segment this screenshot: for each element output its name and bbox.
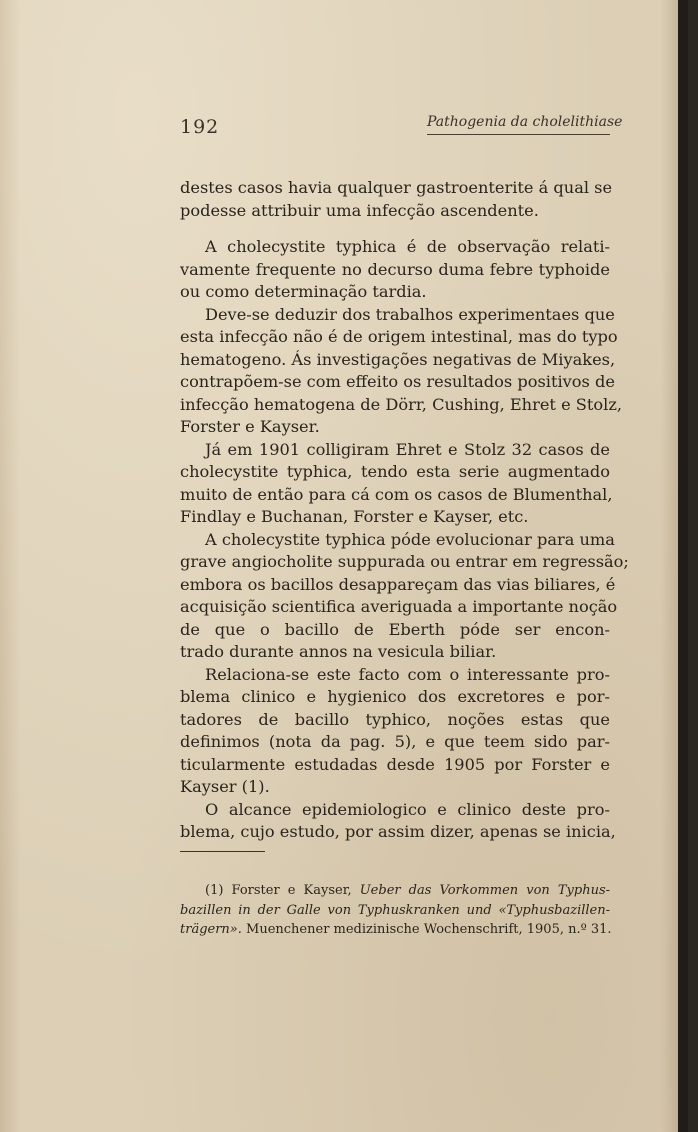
- footnote-marker: (1): [205, 883, 224, 898]
- running-title: Pathogenia da cholelithiase: [427, 114, 623, 130]
- footnote-line: [180, 881, 610, 901]
- footnote-rule: [180, 851, 265, 852]
- text-line: embora os bacillos desappareçam das vias biliares, é: [180, 574, 616, 594]
- text-line: destes casos havia qualquer gastroenterite á qual se: [180, 178, 613, 197]
- text-line: blema, cujo estudo, por assim dizer, apenas se inicia,: [180, 822, 616, 841]
- text-line: A cholecystite typhica póde evolucionar para uma: [205, 529, 615, 549]
- text-line: acquisição scientifica averiguada a importante noção: [180, 597, 618, 616]
- text-line: Deve-se deduzir dos trabalhos experimentaes que: [205, 304, 615, 324]
- paragraph: [180, 529, 629, 664]
- paragraph: [180, 664, 610, 799]
- footnote-title: Ueber das Vorkommen von Typhus-: [359, 883, 611, 898]
- footnote-authors: Forster e Kayser,: [231, 883, 352, 898]
- text-line: Forster e Kayser.: [180, 417, 320, 436]
- body-text: [180, 177, 629, 844]
- page-number: 192: [180, 116, 220, 138]
- footnotes: [180, 881, 610, 940]
- text-line: muito de então para cá com os casos de Blumenthal,: [180, 484, 613, 504]
- footnote-title: bazillen in der Galle von Typhuskranken und «Typhusbazillen-: [180, 902, 610, 918]
- text-line: trado durante annos na vesicula biliar.: [180, 642, 497, 661]
- text-line: esta infecção não é de origem intestinal, mas do typo: [180, 327, 618, 346]
- text-line: contrapõem-se com effeito os resultados positivos de: [180, 372, 615, 391]
- paragraph: [180, 439, 613, 529]
- text-line: hematogeno. Ás investigações negativas de Miyakes,: [180, 349, 616, 369]
- header-rule: [427, 134, 610, 135]
- text-line: infecção hematogena de Dörr, Cushing, Ehret e Stolz,: [180, 394, 622, 414]
- text-line: ticularmente estudadas desde 1905 por Forster e: [180, 754, 610, 774]
- footnote-title: trägern».: [180, 922, 242, 937]
- footnote-journal: Muenchener medizinische Wochenschrift, 1905, n.º 31.: [246, 922, 612, 937]
- text-line: ou como determinação tardia.: [180, 282, 427, 301]
- paragraph: [180, 236, 610, 304]
- text-line: O alcance epidemiologico e clinico deste pro-: [205, 799, 610, 819]
- paragraph: [180, 177, 613, 222]
- text-line: vamente frequente no decurso duma febre typhoide: [180, 259, 610, 279]
- paragraph: [180, 304, 622, 439]
- text-line: Findlay e Buchanan, Forster e Kayser, etc.: [180, 507, 529, 526]
- text-line: Já em 1901 colligiram Ehret e Stolz 32 casos de: [205, 439, 610, 459]
- text-line: de que o bacillo de Eberth póde ser encon-: [180, 619, 610, 639]
- footnote-line: [180, 920, 610, 940]
- text-line: tadores de bacillo typhico, noções estas que: [180, 709, 610, 729]
- text-line: grave angiocholite suppurada ou entrar em regressão;: [180, 552, 629, 571]
- footnote-line: [180, 901, 610, 921]
- page-edge: [678, 0, 688, 1132]
- text-line: definimos (nota da pag. 5), e que teem sido par-: [180, 732, 610, 751]
- paragraph: [180, 799, 616, 844]
- text-line: blema clinico e hygienico dos excretores e por-: [180, 687, 610, 706]
- text-line: podesse attribuir uma infecção ascendente.: [180, 200, 539, 220]
- text-line: Kayser (1).: [180, 777, 270, 796]
- text-line: cholecystite typhica, tendo esta serie augmentado: [180, 462, 610, 481]
- text-line: Relaciona-se este facto com o interessante pro-: [205, 664, 610, 684]
- paragraph-gap: [180, 222, 610, 236]
- text-line: A cholecystite typhica é de observação relati-: [205, 237, 610, 256]
